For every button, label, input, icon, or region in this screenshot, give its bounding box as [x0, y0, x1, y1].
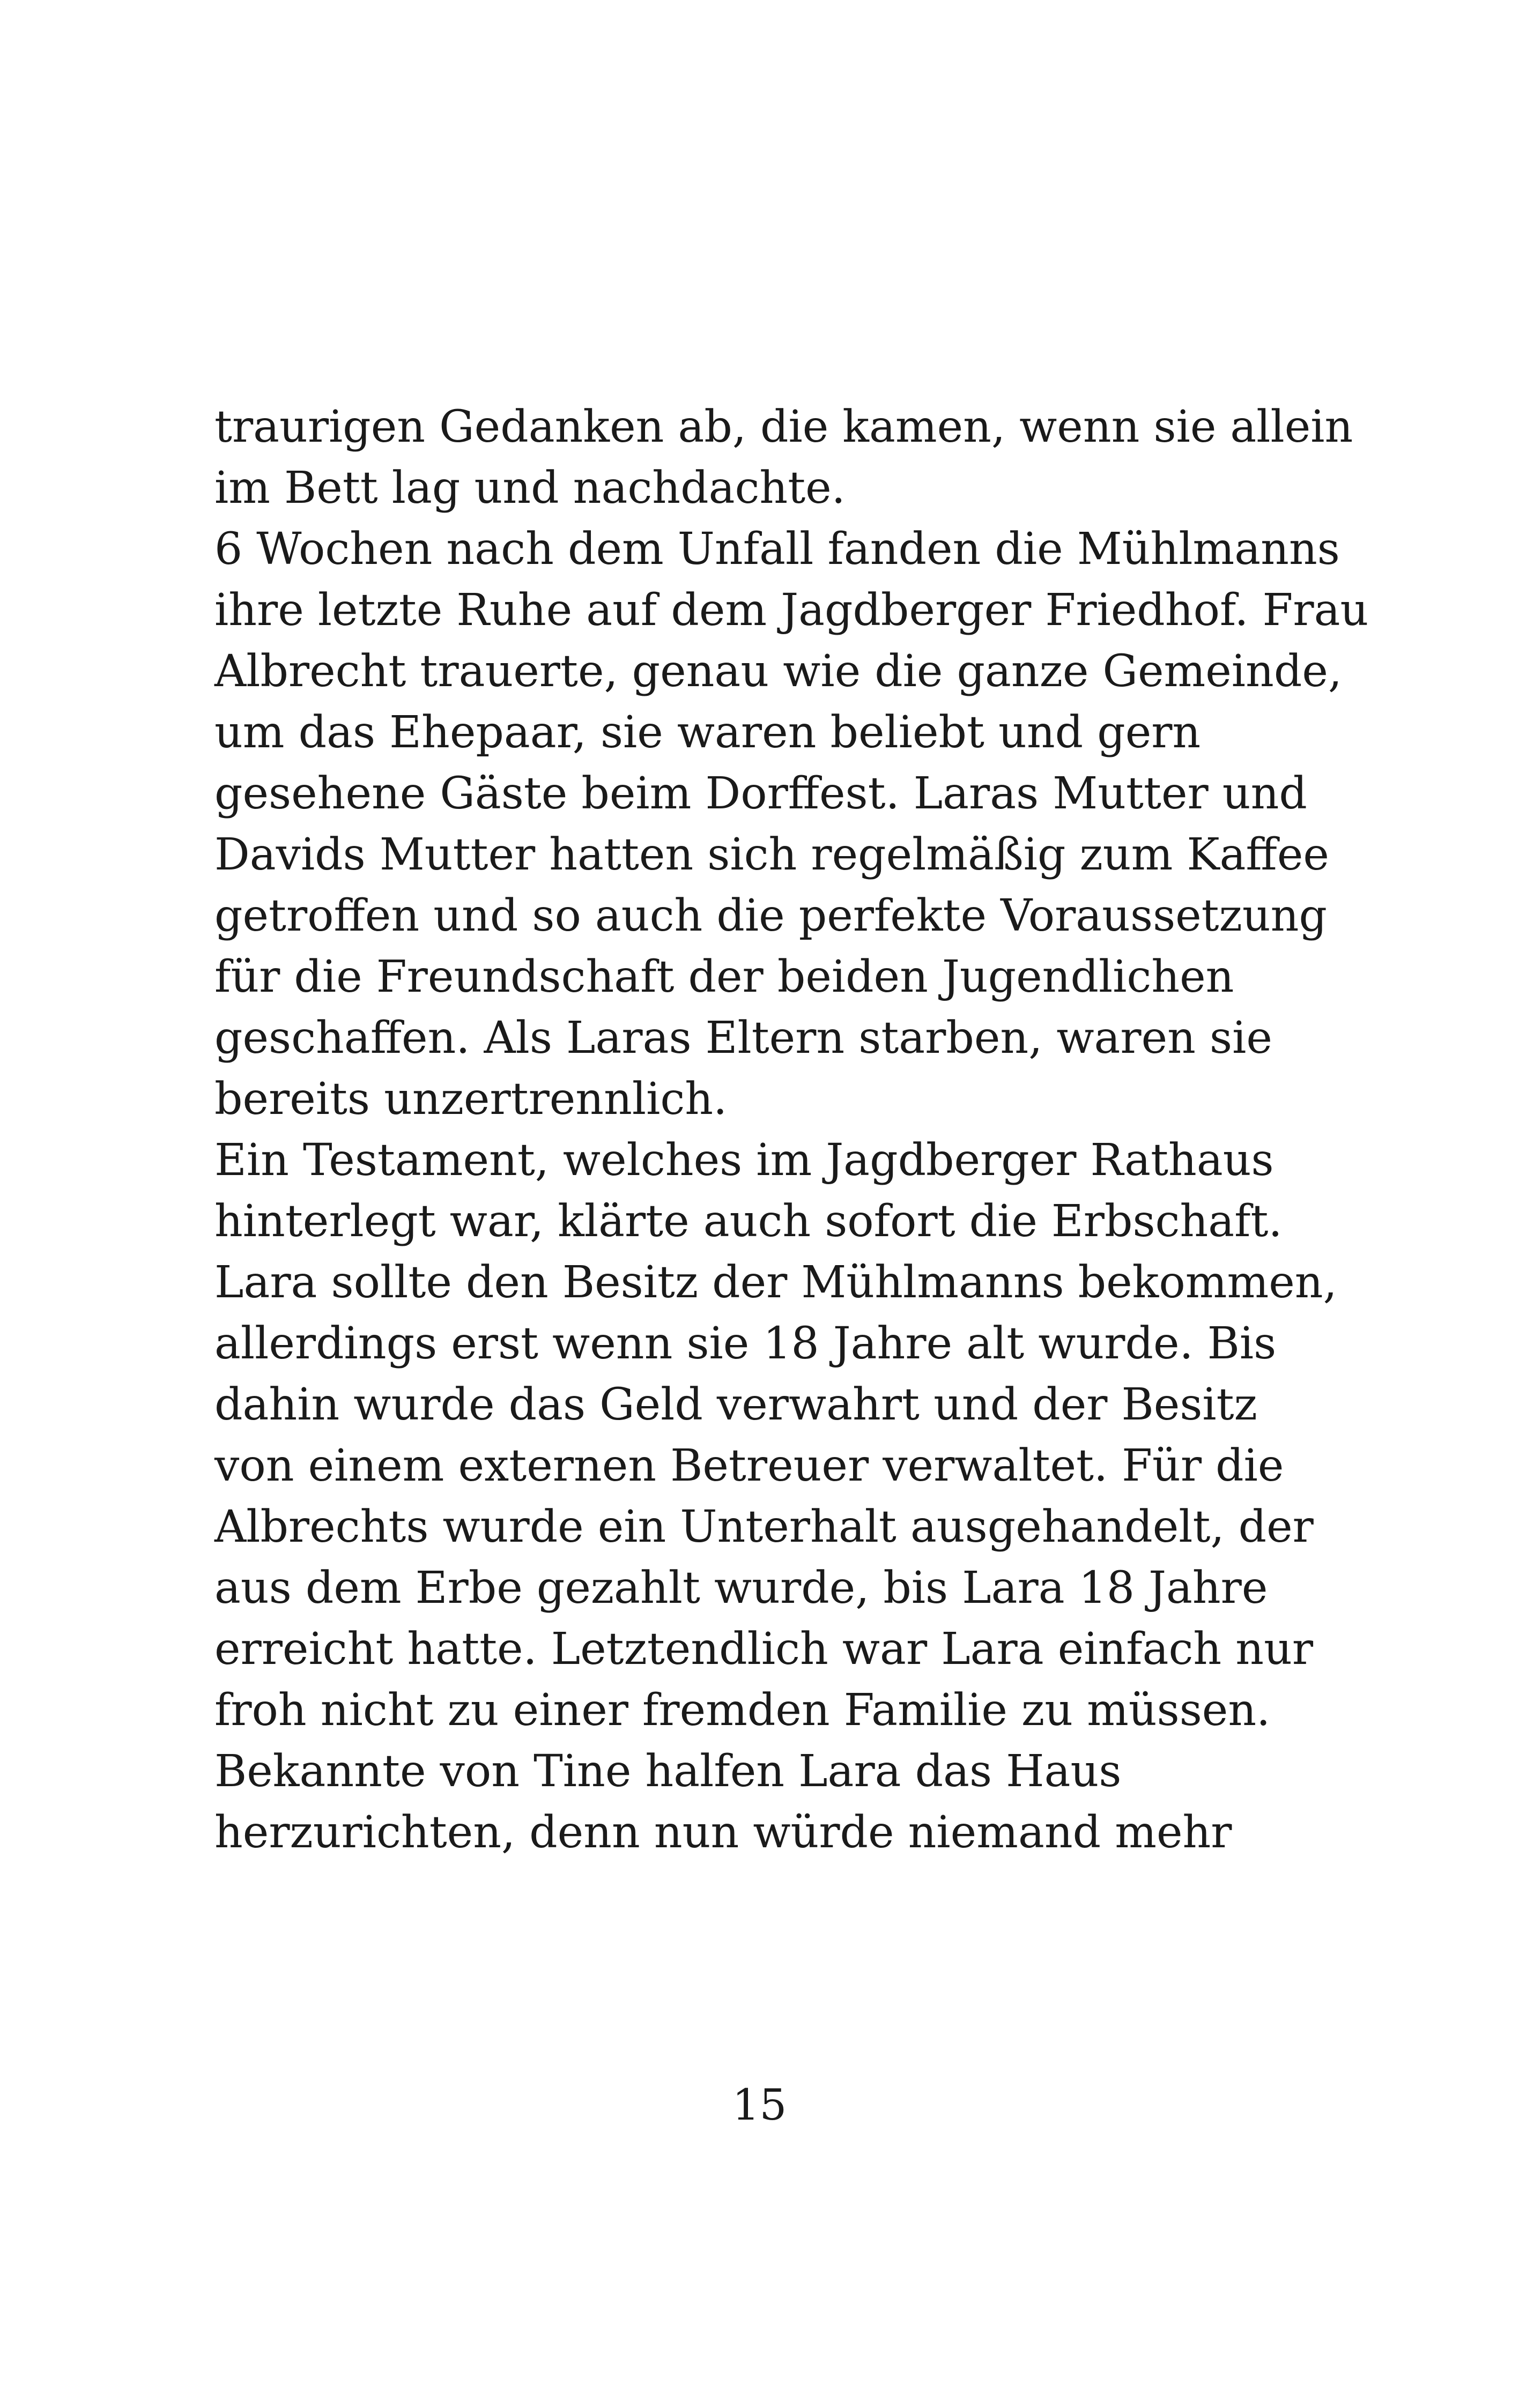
text-line: Albrecht trauerte, genau wie die ganze Gemeinde, [214, 646, 1342, 697]
body-text [214, 397, 1369, 1863]
text-line: ihre letzte Ruhe auf dem Jagdberger Friedhof. Frau [214, 585, 1369, 636]
text-line: Davids Mutter hatten sich regelmäßig zum Kaffee [214, 829, 1329, 880]
text-line: hinterlegt war, klärte auch sofort die Erbschaft. [214, 1196, 1283, 1247]
text-line: für die Freundschaft der beiden Jugendlichen [214, 952, 1234, 1002]
text-line: gesehene Gäste beim Dorffest. Laras Mutter und [214, 768, 1307, 819]
text-line: von einem externen Betreuer verwaltet. Für die [214, 1440, 1284, 1491]
text-line: froh nicht zu einer fremden Familie zu müssen. [214, 1685, 1271, 1736]
text-line: traurigen Gedanken ab, die kamen, wenn sie allein [214, 402, 1353, 452]
text-line: Albrechts wurde ein Unterhalt ausgehandelt, der [214, 1502, 1314, 1552]
text-line: getroffen und so auch die perfekte Voraussetzung [214, 890, 1327, 941]
text-line: herzurichten, denn nun würde niemand mehr [214, 1807, 1232, 1858]
text-line: geschaffen. Als Laras Eltern starben, waren sie [214, 1013, 1272, 1064]
text-line: allerdings erst wenn sie 18 Jahre alt wurde. Bis [214, 1318, 1277, 1369]
text-line: dahin wurde das Geld verwahrt und der Besitz [214, 1379, 1257, 1430]
text-line: im Bett lag und nachdachte. [214, 463, 846, 514]
text-line: Ein Testament, welches im Jagdberger Rathaus [214, 1135, 1274, 1186]
text-line: Lara sollte den Besitz der Mühlmanns bekommen, [214, 1257, 1337, 1308]
text-line: aus dem Erbe gezahlt wurde, bis Lara 18 Jahre [214, 1563, 1268, 1614]
page-number: 15 [732, 2080, 787, 2130]
text-line: um das Ehepaar, sie waren beliebt und gern [214, 707, 1201, 758]
text-line: 6 Wochen nach dem Unfall fanden die Mühlmanns [214, 524, 1340, 575]
text-line: Bekannte von Tine halfen Lara das Haus [214, 1746, 1122, 1797]
text-line: bereits unzertrennlich. [214, 1074, 728, 1125]
text-line: erreicht hatte. Letztendlich war Lara einfach nur [214, 1624, 1314, 1675]
